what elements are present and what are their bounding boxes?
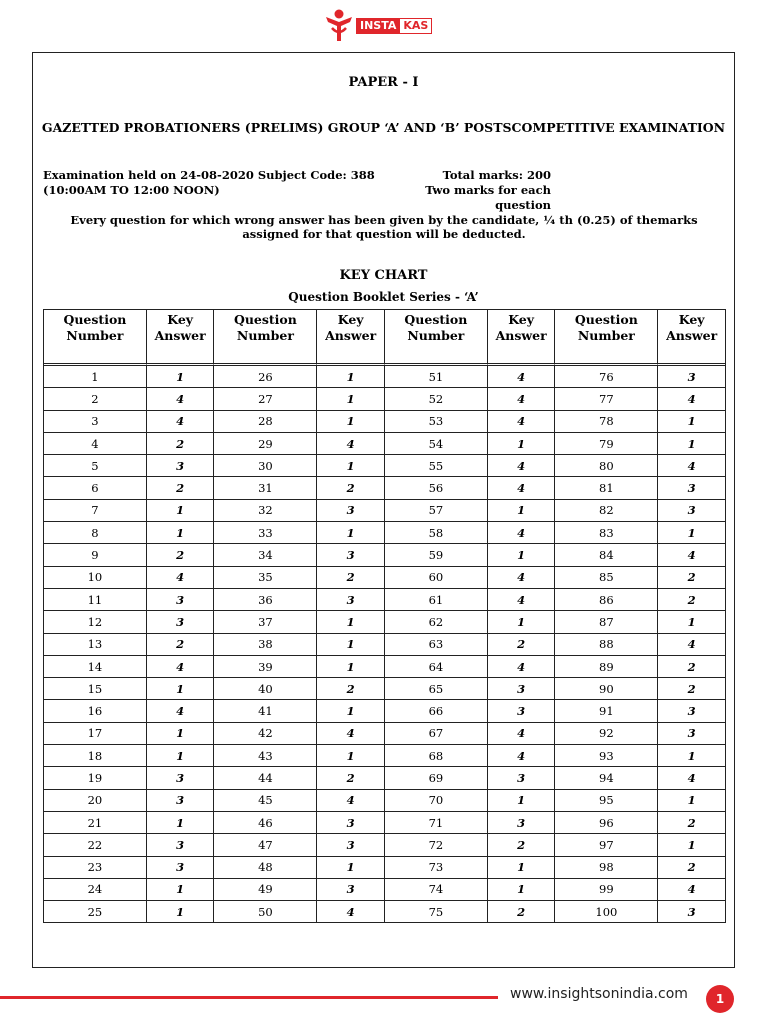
key-answer-cell: 1 (147, 678, 215, 700)
answer-key-body (44, 366, 725, 922)
table-row (44, 589, 725, 611)
key-answer-cell: 4 (658, 634, 725, 656)
question-number-cell: 91 (555, 700, 658, 722)
question-number-cell: 16 (44, 700, 147, 722)
key-answer-cell: 1 (488, 433, 556, 455)
question-number-cell: 45 (214, 790, 317, 812)
question-number-cell: 69 (385, 767, 488, 789)
question-number-cell: 10 (44, 567, 147, 589)
key-answer-cell: 1 (317, 745, 385, 767)
question-number-cell: 28 (214, 411, 317, 433)
key-answer-cell: 1 (147, 522, 215, 544)
exam-time: (10:00AM TO 12:00 NOON) (43, 183, 220, 197)
question-number-cell: 55 (385, 455, 488, 477)
table-row (44, 901, 725, 922)
question-number-cell: 8 (44, 522, 147, 544)
total-marks: Total marks: 200 (442, 168, 551, 182)
question-number-cell: 21 (44, 812, 147, 834)
question-number-cell: 60 (385, 567, 488, 589)
key-answer-cell: 1 (317, 366, 385, 388)
document-frame (32, 52, 735, 968)
question-number-cell: 72 (385, 834, 488, 856)
question-number-cell: 75 (385, 901, 488, 922)
key-answer-cell: 1 (658, 745, 725, 767)
table-row (44, 567, 725, 589)
key-answer-cell: 4 (147, 700, 215, 722)
question-number-cell: 4 (44, 433, 147, 455)
question-number-cell: 26 (214, 366, 317, 388)
question-number-cell: 22 (44, 834, 147, 856)
question-number-cell: 2 (44, 388, 147, 410)
question-number-cell: 25 (44, 901, 147, 922)
key-answer-cell: 1 (147, 366, 215, 388)
question-number-cell: 76 (555, 366, 658, 388)
key-answer-cell: 1 (147, 745, 215, 767)
key-answer-cell: 3 (317, 544, 385, 566)
question-number-cell: 58 (385, 522, 488, 544)
key-answer-cell: 4 (147, 388, 215, 410)
question-number-cell: 43 (214, 745, 317, 767)
key-answer-cell: 4 (488, 388, 556, 410)
key-answer-cell: 3 (488, 678, 556, 700)
question-number-cell: 49 (214, 879, 317, 901)
question-number-cell: 87 (555, 611, 658, 633)
key-answer-cell: 4 (658, 388, 725, 410)
paper-title: PAPER - I (348, 75, 419, 90)
key-answer-cell: 4 (317, 901, 385, 922)
footer-divider (0, 996, 498, 999)
question-number-cell: 38 (214, 634, 317, 656)
key-answer-cell: 4 (658, 544, 725, 566)
key-answer-cell: 3 (658, 723, 725, 745)
question-number-cell: 44 (214, 767, 317, 789)
question-number-cell: 67 (385, 723, 488, 745)
key-answer-cell: 1 (658, 522, 725, 544)
key-answer-cell: 4 (317, 433, 385, 455)
key-answer-cell: 2 (488, 634, 556, 656)
exam-info-right (389, 168, 551, 213)
question-number-cell: 61 (385, 589, 488, 611)
question-number-cell: 100 (555, 901, 658, 922)
table-row (44, 767, 725, 789)
key-answer-cell: 2 (147, 433, 215, 455)
key-answer-cell: 3 (658, 477, 725, 499)
key-answer-cell: 3 (687, 904, 696, 919)
page-number-badge: 1 (706, 985, 734, 1013)
key-answer-cell: 4 (488, 745, 556, 767)
key-answer-header: Key Answer (658, 310, 725, 366)
table-row (44, 611, 725, 633)
question-number-cell: 23 (44, 857, 147, 879)
question-number-cell: 79 (555, 433, 658, 455)
question-number-cell: 90 (555, 678, 658, 700)
key-answer-cell: 3 (658, 700, 725, 722)
key-answer-cell: 2 (147, 634, 215, 656)
key-answer-cell: 1 (488, 544, 556, 566)
key-answer-header: Key Answer (147, 310, 215, 366)
question-number-cell: 19 (44, 767, 147, 789)
key-answer-cell: 4 (488, 366, 556, 388)
exam-date-subject: Examination held on 24-08-2020 Subject Code: 388 (43, 168, 375, 182)
question-number-cell: 74 (385, 879, 488, 901)
table-row (44, 634, 725, 656)
question-number-cell: 59 (385, 544, 488, 566)
question-number-cell: 24 (44, 879, 147, 901)
key-answer-cell: 4 (488, 656, 556, 678)
question-number-cell: 71 (385, 812, 488, 834)
question-number-cell: 48 (214, 857, 317, 879)
key-answer-cell: 1 (658, 611, 725, 633)
key-answer-cell: 2 (317, 678, 385, 700)
key-answer-cell: 1 (147, 723, 215, 745)
table-row (44, 790, 725, 812)
question-number-cell: 6 (44, 477, 147, 499)
key-answer-cell: 1 (658, 411, 725, 433)
instakas-logo (324, 8, 444, 42)
question-number-cell: 34 (214, 544, 317, 566)
question-number-cell: 9 (44, 544, 147, 566)
key-answer-cell: 1 (147, 812, 215, 834)
key-answer-cell: 4 (147, 411, 215, 433)
question-number-cell: 17 (44, 723, 147, 745)
question-number-header: Question Number (214, 310, 317, 366)
question-number-cell: 56 (385, 477, 488, 499)
key-answer-cell: 3 (317, 879, 385, 901)
key-answer-cell: 1 (488, 611, 556, 633)
table-row (44, 433, 725, 455)
table-row (44, 834, 725, 856)
key-answer-cell: 3 (147, 611, 215, 633)
question-number-cell: 27 (214, 388, 317, 410)
key-answer-cell: 1 (317, 857, 385, 879)
negative-marking-note: Every question for which wrong answer has been given by the candidate, ¼ th (0.25) of themarks assigned for that question will be deducted. (70, 213, 698, 241)
question-number-cell: 3 (44, 411, 147, 433)
table-row (44, 455, 725, 477)
question-number-cell: 99 (555, 879, 658, 901)
question-number-cell: 73 (385, 857, 488, 879)
key-answer-cell: 2 (488, 834, 556, 856)
table-row (44, 411, 725, 433)
question-number-cell: 68 (385, 745, 488, 767)
table-row (44, 366, 725, 388)
question-number-cell: 1 (44, 366, 147, 388)
key-answer-cell: 4 (658, 879, 725, 901)
question-number-header: Question Number (555, 310, 658, 366)
question-number-cell: 95 (555, 790, 658, 812)
question-number-cell: 18 (44, 745, 147, 767)
question-number-cell: 83 (555, 522, 658, 544)
question-number-cell: 20 (44, 790, 147, 812)
table-row (44, 388, 725, 410)
key-answer-cell: 1 (317, 388, 385, 410)
question-number-cell: 88 (555, 634, 658, 656)
question-number-cell: 63 (385, 634, 488, 656)
key-answer-cell: 2 (658, 678, 725, 700)
question-number-cell: 46 (214, 812, 317, 834)
key-answer-cell: 3 (147, 790, 215, 812)
question-number-cell: 33 (214, 522, 317, 544)
table-header-row (44, 310, 725, 366)
key-answer-cell: 4 (488, 589, 556, 611)
logo-badge (356, 18, 432, 34)
key-answer-cell: 4 (488, 477, 556, 499)
table-row (44, 500, 725, 522)
key-answer-cell: 3 (317, 500, 385, 522)
question-number-cell: 32 (214, 500, 317, 522)
question-number-cell: 50 (214, 901, 317, 922)
question-number-header: Question Number (44, 310, 147, 366)
key-answer-cell: 3 (488, 812, 556, 834)
key-answer-cell: 2 (658, 567, 725, 589)
key-answer-cell: 1 (317, 700, 385, 722)
key-answer-cell: 2 (488, 901, 556, 922)
key-answer-cell: 3 (317, 589, 385, 611)
question-number-cell: 70 (385, 790, 488, 812)
answer-key-table (43, 309, 726, 923)
key-answer-cell: 3 (317, 812, 385, 834)
key-answer-cell: 1 (658, 433, 725, 455)
table-row (44, 656, 725, 678)
key-answer-cell: 2 (658, 812, 725, 834)
key-answer-cell: 3 (317, 834, 385, 856)
key-answer-header: Key Answer (488, 310, 556, 366)
key-answer-cell: 3 (147, 767, 215, 789)
question-number-cell: 81 (555, 477, 658, 499)
table-row (44, 857, 725, 879)
exam-title: GAZETTED PROBATIONERS (PRELIMS) GROUP ‘A’ AND ‘B’ POSTSCOMPETITIVE EXAMINATION (41, 120, 726, 135)
key-answer-cell: 1 (658, 790, 725, 812)
question-number-cell: 14 (44, 656, 147, 678)
key-answer-cell: 1 (317, 522, 385, 544)
question-number-cell: 42 (214, 723, 317, 745)
key-answer-cell: 3 (658, 500, 725, 522)
question-number-cell: 65 (385, 678, 488, 700)
key-answer-cell: 1 (488, 500, 556, 522)
key-answer-cell: 2 (317, 567, 385, 589)
key-answer-cell: 1 (488, 857, 556, 879)
question-number-cell: 53 (385, 411, 488, 433)
table-row (44, 879, 725, 901)
question-number-cell: 39 (214, 656, 317, 678)
key-answer-cell: 3 (488, 700, 556, 722)
question-number-cell: 93 (555, 745, 658, 767)
question-number-cell: 5 (44, 455, 147, 477)
question-number-cell: 37 (214, 611, 317, 633)
key-answer-cell: 2 (147, 477, 215, 499)
question-number-cell: 40 (214, 678, 317, 700)
question-number-cell: 35 (214, 567, 317, 589)
key-answer-cell: 1 (147, 879, 215, 901)
person-logo-icon (324, 8, 354, 42)
key-answer-cell: 4 (488, 411, 556, 433)
table-row (44, 544, 725, 566)
question-number-cell: 98 (555, 857, 658, 879)
key-answer-cell: 3 (147, 589, 215, 611)
question-number-cell: 41 (214, 700, 317, 722)
key-answer-cell: 2 (317, 477, 385, 499)
question-number-cell: 80 (555, 455, 658, 477)
key-answer-cell: 2 (658, 857, 725, 879)
key-answer-cell: 1 (488, 879, 556, 901)
question-number-cell: 94 (555, 767, 658, 789)
question-number-cell: 78 (555, 411, 658, 433)
question-number-cell: 89 (555, 656, 658, 678)
marks-per-question: Two marks for each question (425, 183, 551, 212)
key-answer-cell: 2 (147, 544, 215, 566)
key-answer-cell: 1 (147, 901, 215, 922)
question-number-cell: 86 (555, 589, 658, 611)
key-answer-cell: 4 (488, 723, 556, 745)
question-number-cell: 30 (214, 455, 317, 477)
question-number-cell: 11 (44, 589, 147, 611)
key-answer-cell: 4 (147, 656, 215, 678)
key-answer-cell: 4 (658, 455, 725, 477)
question-number-cell: 7 (44, 500, 147, 522)
table-row (44, 745, 725, 767)
key-answer-cell: 3 (658, 366, 725, 388)
key-answer-cell: 2 (317, 767, 385, 789)
booklet-series: Question Booklet Series - ‘A’ (288, 290, 479, 304)
question-number-cell: 85 (555, 567, 658, 589)
question-number-header: Question Number (385, 310, 488, 366)
key-answer-cell: 1 (317, 634, 385, 656)
table-row (44, 522, 725, 544)
key-answer-cell: 3 (147, 834, 215, 856)
key-answer-cell: 1 (317, 411, 385, 433)
question-number-cell: 31 (214, 477, 317, 499)
question-number-cell: 62 (385, 611, 488, 633)
question-number-cell: 15 (44, 678, 147, 700)
question-number-cell: 51 (385, 366, 488, 388)
question-number-cell: 47 (214, 834, 317, 856)
logo-kas-text: KAS (399, 18, 432, 34)
table-row (44, 812, 725, 834)
key-answer-cell: 1 (317, 455, 385, 477)
key-answer-header: Key Answer (317, 310, 385, 366)
key-answer-cell: 1 (488, 790, 556, 812)
key-answer-cell: 4 (488, 455, 556, 477)
key-answer-cell: 2 (658, 656, 725, 678)
table-row (44, 700, 725, 722)
question-number-cell: 57 (385, 500, 488, 522)
question-number-cell: 96 (555, 812, 658, 834)
table-row (44, 477, 725, 499)
key-answer-cell: 4 (317, 723, 385, 745)
key-answer-cell: 1 (658, 834, 725, 856)
question-number-cell: 64 (385, 656, 488, 678)
key-answer-cell: 4 (317, 790, 385, 812)
key-answer-cell: 1 (147, 500, 215, 522)
key-chart-title: KEY CHART (339, 268, 428, 283)
question-number-cell: 66 (385, 700, 488, 722)
key-answer-cell: 1 (317, 656, 385, 678)
question-number-cell: 82 (555, 500, 658, 522)
key-answer-cell: 4 (488, 522, 556, 544)
question-number-cell: 36 (214, 589, 317, 611)
key-answer-cell: 2 (658, 589, 725, 611)
question-number-cell: 97 (555, 834, 658, 856)
question-number-cell: 54 (385, 433, 488, 455)
table-row (44, 723, 725, 745)
key-answer-cell: 4 (658, 767, 725, 789)
logo-insta-text: INSTA (356, 18, 399, 34)
question-number-cell: 13 (44, 634, 147, 656)
question-number-cell: 92 (555, 723, 658, 745)
key-answer-cell: 3 (488, 767, 556, 789)
question-number-cell: 77 (555, 388, 658, 410)
key-answer-cell: 3 (147, 857, 215, 879)
question-number-cell: 84 (555, 544, 658, 566)
key-answer-cell: 3 (147, 455, 215, 477)
table-row (44, 678, 725, 700)
question-number-cell: 12 (44, 611, 147, 633)
question-number-cell: 52 (385, 388, 488, 410)
key-answer-cell: 4 (147, 567, 215, 589)
question-number-cell: 29 (214, 433, 317, 455)
key-answer-cell: 4 (488, 567, 556, 589)
key-answer-cell: 1 (317, 611, 385, 633)
exam-info-left (43, 168, 375, 198)
footer-url: www.insightsonindia.com (510, 986, 688, 1002)
